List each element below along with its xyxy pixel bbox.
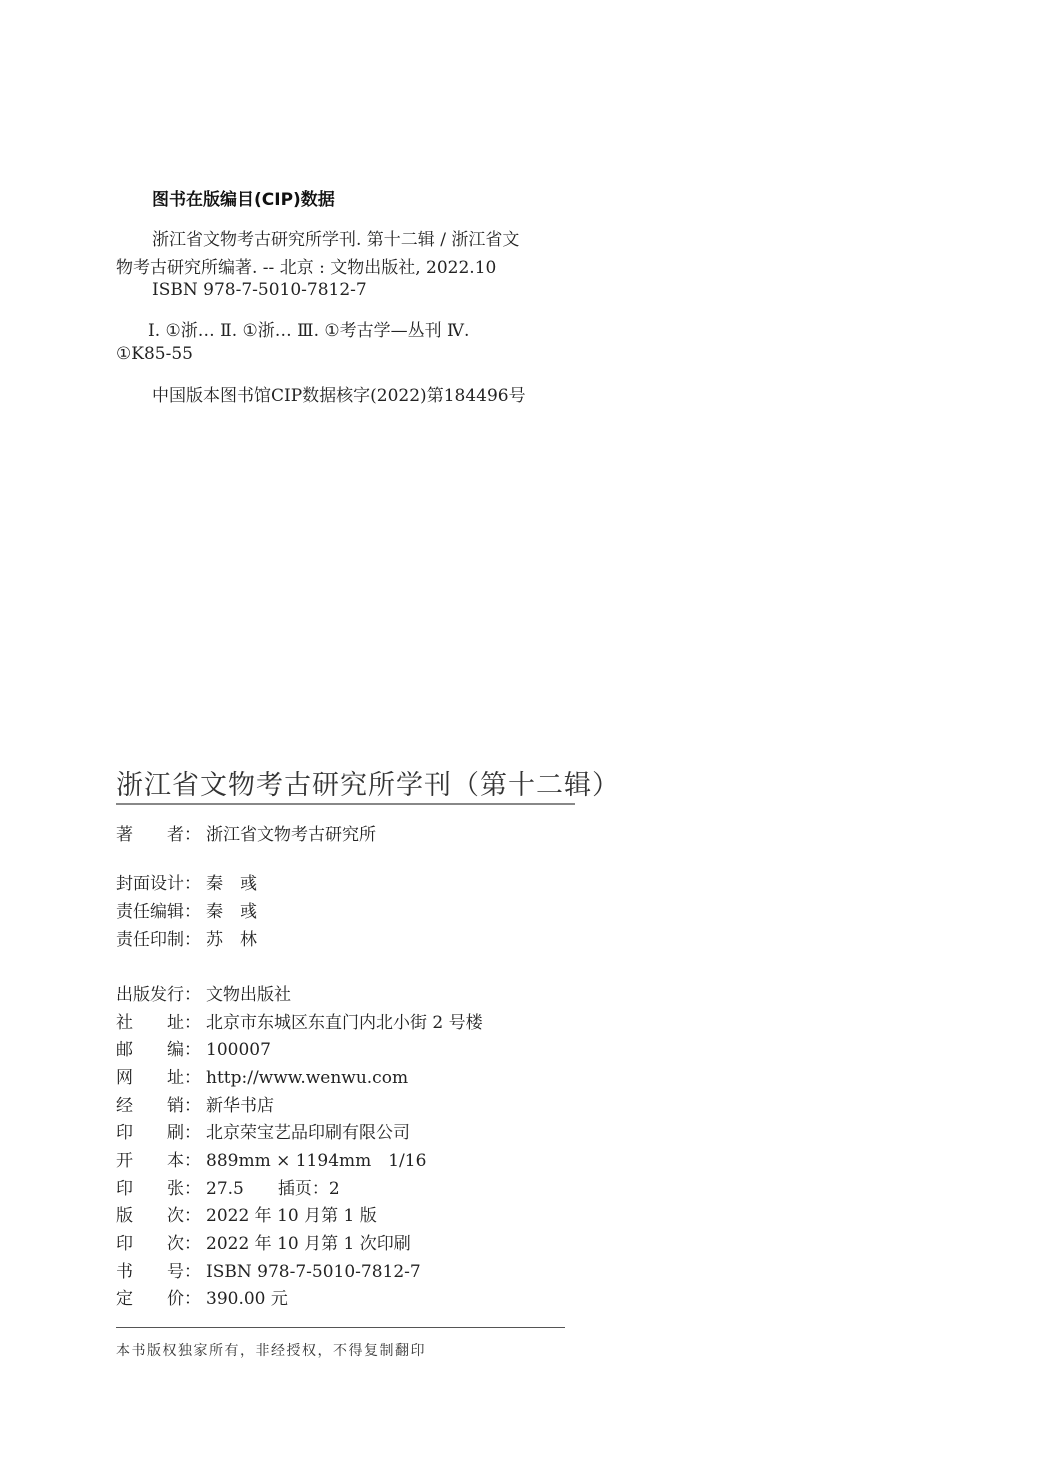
impression-row bbox=[116, 1232, 411, 1256]
cip-line-2: 物考古研究所编著. -- 北京 : 文物出版社, 2022.10 bbox=[116, 258, 497, 278]
isbn-value: ISBN 978-7-5010-7812-7 bbox=[206, 1262, 421, 1282]
cover-design-label: 封面设计： bbox=[116, 874, 201, 894]
printing-supervisor-label: 责任印制： bbox=[116, 930, 201, 950]
cip-classification-code: ①K85-55 bbox=[116, 344, 193, 364]
editor-label: 责任编辑： bbox=[116, 902, 201, 922]
website-row bbox=[116, 1066, 408, 1090]
cip-isbn-line: ISBN 978-7-5010-7812-7 bbox=[152, 280, 367, 300]
editor-value: 秦 彧 bbox=[206, 902, 257, 922]
impression-label: 印 次： bbox=[116, 1234, 201, 1254]
footer-divider bbox=[116, 1327, 565, 1328]
postcode-value: 100007 bbox=[206, 1040, 271, 1060]
website-label: 网 址： bbox=[116, 1068, 201, 1088]
website-value[interactable]: http://www.wenwu.com bbox=[206, 1068, 409, 1088]
copyright-notice: 本书版权独家所有，非经授权，不得复制翻印 bbox=[116, 1343, 426, 1359]
price-value: 390.00 元 bbox=[206, 1289, 288, 1309]
cip-record-number: 中国版本图书馆CIP数据核字(2022)第184496号 bbox=[152, 386, 526, 406]
format-row bbox=[116, 1149, 426, 1173]
author-value: 浙江省文物考古研究所 bbox=[206, 825, 376, 845]
address-row bbox=[116, 1011, 483, 1035]
printer-value: 北京荣宝艺品印刷有限公司 bbox=[206, 1123, 410, 1143]
printer-label: 印 刷： bbox=[116, 1123, 201, 1143]
printing-supervisor-value: 苏 林 bbox=[206, 930, 257, 950]
edition-label: 版 次： bbox=[116, 1206, 201, 1226]
edition-row bbox=[116, 1204, 377, 1228]
author-row bbox=[116, 823, 376, 847]
distributor-value: 新华书店 bbox=[206, 1096, 274, 1116]
printing-supervisor-row bbox=[116, 928, 257, 952]
address-value: 北京市东城区东直门内北小街 2 号楼 bbox=[206, 1013, 483, 1033]
postcode-label: 邮 编： bbox=[116, 1040, 201, 1060]
book-title: 浙江省文物考古研究所学刊（第十二辑） bbox=[116, 770, 620, 801]
isbn-row bbox=[116, 1260, 421, 1284]
impression-value: 2022 年 10 月第 1 次印刷 bbox=[206, 1234, 411, 1254]
distributor-label: 经 销： bbox=[116, 1096, 201, 1116]
cover-design-row bbox=[116, 872, 257, 896]
publisher-row bbox=[116, 983, 291, 1007]
editor-row bbox=[116, 900, 257, 924]
sheets-row bbox=[116, 1177, 340, 1201]
sheets-label: 印 张： bbox=[116, 1179, 201, 1199]
cip-line-1: 浙江省文物考古研究所学刊. 第十二辑 / 浙江省文 bbox=[152, 230, 520, 250]
format-label: 开 本： bbox=[116, 1151, 201, 1171]
edition-value: 2022 年 10 月第 1 版 bbox=[206, 1206, 377, 1226]
author-label: 著 者： bbox=[116, 825, 201, 845]
postcode-row bbox=[116, 1038, 271, 1062]
address-label: 社 址： bbox=[116, 1013, 201, 1033]
cip-classification-line: Ⅰ. ①浙… Ⅱ. ①浙… Ⅲ. ①考古学—丛刊 Ⅳ. bbox=[148, 321, 470, 341]
cover-design-value: 秦 彧 bbox=[206, 874, 257, 894]
format-value: 889mm × 1194mm 1/16 bbox=[206, 1151, 427, 1171]
distributor-row bbox=[116, 1094, 274, 1118]
publisher-label: 出版发行： bbox=[116, 985, 201, 1005]
title-divider bbox=[116, 803, 575, 805]
price-label: 定 价： bbox=[116, 1289, 201, 1309]
price-row bbox=[116, 1287, 288, 1311]
isbn-label: 书 号： bbox=[116, 1262, 201, 1282]
cip-heading: 图书在版编目(CIP)数据 bbox=[152, 190, 335, 210]
publisher-value: 文物出版社 bbox=[206, 985, 291, 1005]
sheets-value: 27.5 插页：2 bbox=[206, 1179, 340, 1199]
printer-row bbox=[116, 1121, 410, 1145]
